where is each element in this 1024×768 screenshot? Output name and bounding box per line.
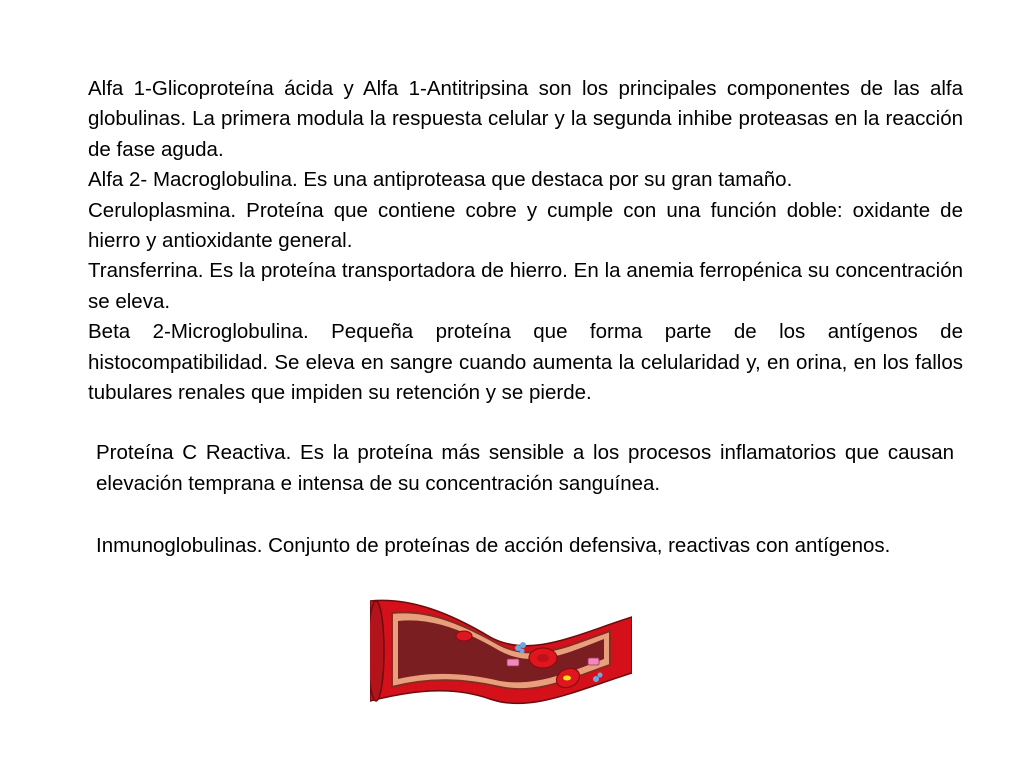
paragraph-transferrina: Transferrina. Es la proteína transportadora de hierro. En la anemia ferropénica su concentración se eleva. [88,259,963,313]
paragraph-beta2: Beta 2-Microglobulina. Pequeña proteína que forma parte de los antígenos de histocompatibilidad. Se eleva en sangre cuando aumenta la celularidad y, en orina, en los fallos tubulares renales que impiden su retención y se pierde. [88,320,963,405]
paragraph-alfa1: Alfa 1-Glicoproteína ácida y Alfa 1-Antitripsina son los principales componentes de las alfa globulinas. La primera modula la respuesta celular y la segunda inhibe proteasas en la reacción de fase aguda. [88,77,963,161]
paragraph-pcr: Proteína C Reactiva. Es la proteína más sensible a los procesos inflamatorios que causan elevación temprana e intensa de su concentración sanguínea. [96,441,954,495]
paragraph-inmunoglobulinas: Inmunoglobulinas. Conjunto de proteínas de acción defensiva, reactivas con antígenos. [96,534,891,557]
paragraph-alfa2: Alfa 2- Macroglobulina. Es una antiproteasa que destaca por su gran tamaño. [88,168,793,192]
bottom-text-block [96,437,954,561]
paragraph-ceruloplasmina: Ceruloplasmina. Proteína que contiene cobre y cumple con una función doble: oxidante de hierro y antioxidante general. [88,198,963,253]
blood-vessel-icon [370,595,632,713]
top-text-block [88,74,963,408]
